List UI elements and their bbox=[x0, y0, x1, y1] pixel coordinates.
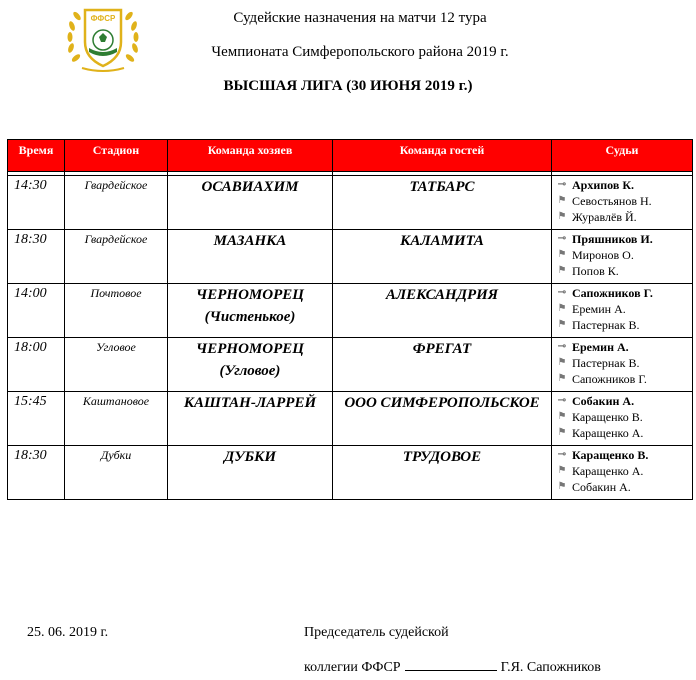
assistant-referee bbox=[552, 371, 692, 387]
away-team: ТАТБАРС bbox=[333, 176, 552, 230]
assistant-referee bbox=[552, 301, 692, 317]
home-team: ЧЕРНОМОРЕЦ (Чистенькое) bbox=[168, 284, 333, 338]
referees-cell bbox=[552, 338, 693, 392]
flag-icon: ⚑ bbox=[557, 211, 567, 222]
table-row bbox=[8, 176, 693, 230]
referee-name: Еремин А. bbox=[572, 340, 629, 354]
table-header-row bbox=[8, 140, 693, 172]
whistle-icon: ⊸ bbox=[557, 233, 567, 244]
document-date: 25. 06. 2019 г. bbox=[27, 625, 109, 640]
match-time: 18:30 bbox=[8, 230, 65, 284]
flag-icon: ⚑ bbox=[557, 357, 567, 368]
referee-name: Каращенко В. bbox=[572, 448, 649, 462]
match-time: 18:00 bbox=[8, 338, 65, 392]
assistant-referee bbox=[552, 479, 692, 495]
assistant-referee bbox=[552, 209, 692, 225]
table-row bbox=[8, 230, 693, 284]
referee-name: Пастернак В. bbox=[572, 356, 640, 370]
home-team: МАЗАНКА bbox=[168, 230, 333, 284]
col-header-home: Команда хозяев bbox=[168, 140, 333, 172]
table-row bbox=[8, 446, 693, 500]
referee-name: Севостьянов Н. bbox=[572, 194, 652, 208]
referee-name: Миронов О. bbox=[572, 248, 634, 262]
flag-icon: ⚑ bbox=[557, 319, 567, 330]
main-referee bbox=[552, 339, 692, 355]
main-referee bbox=[552, 393, 692, 409]
match-stadium: Гвардейское bbox=[65, 176, 168, 230]
referee-name: Пастернак В. bbox=[572, 318, 640, 332]
signature-title: Председатель судейской bbox=[304, 625, 449, 640]
referee-name: Каращенко А. bbox=[572, 426, 644, 440]
match-time: 14:30 bbox=[8, 176, 65, 230]
header-line-3: ВЫСШАЯ ЛИГА (30 ИЮНЯ 2019 г.) bbox=[223, 78, 473, 94]
referee-name: Попов К. bbox=[572, 264, 619, 278]
whistle-icon: ⊸ bbox=[557, 341, 567, 352]
col-header-time: Время bbox=[8, 140, 65, 172]
referee-name: Каращенко А. bbox=[572, 464, 644, 478]
match-stadium: Гвардейское bbox=[65, 230, 168, 284]
referee-name: Еремин А. bbox=[572, 302, 626, 316]
referee-name: Каращенко В. bbox=[572, 410, 643, 424]
referee-name: Пряшников И. bbox=[572, 232, 653, 246]
referee-name: Собакин А. bbox=[572, 394, 635, 408]
whistle-icon: ⊸ bbox=[557, 179, 567, 190]
flag-icon: ⚑ bbox=[557, 195, 567, 206]
col-header-referees: Судьи bbox=[552, 140, 693, 172]
referee-name: Сапожников Г. bbox=[572, 286, 653, 300]
referees-cell bbox=[552, 176, 693, 230]
match-time: 18:30 bbox=[8, 446, 65, 500]
match-stadium: Дубки bbox=[65, 446, 168, 500]
main-referee bbox=[552, 177, 692, 193]
flag-icon: ⚑ bbox=[557, 481, 567, 492]
away-team: ООО СИМФЕРОПОЛЬСКОЕ bbox=[333, 392, 552, 446]
main-referee bbox=[552, 447, 692, 463]
referees-cell bbox=[552, 284, 693, 338]
referee-name: Сапожников Г. bbox=[572, 372, 647, 386]
home-team: ОСАВИАХИМ bbox=[168, 176, 333, 230]
match-time: 15:45 bbox=[8, 392, 65, 446]
table-row bbox=[8, 284, 693, 338]
match-stadium: Угловое bbox=[65, 338, 168, 392]
home-team: ЧЕРНОМОРЕЦ (Угловое) bbox=[168, 338, 333, 392]
header-line-1: Судейские назначения на матчи 12 тура bbox=[233, 10, 487, 26]
flag-icon: ⚑ bbox=[557, 265, 567, 276]
away-team: ФРЕГАТ bbox=[333, 338, 552, 392]
assistant-referee bbox=[552, 263, 692, 279]
main-referee bbox=[552, 231, 692, 247]
signature-line bbox=[304, 658, 601, 676]
signature-blank bbox=[405, 658, 497, 671]
assistant-referee bbox=[552, 463, 692, 479]
flag-icon: ⚑ bbox=[557, 465, 567, 476]
whistle-icon: ⊸ bbox=[557, 449, 567, 460]
home-team: КАШТАН-ЛАРРЕЙ bbox=[168, 392, 333, 446]
referee-name: Архипов К. bbox=[572, 178, 635, 192]
logo-text: ФФСР bbox=[90, 14, 116, 23]
referees-cell bbox=[552, 230, 693, 284]
referee-name: Журавлёв Й. bbox=[572, 210, 637, 224]
away-team: АЛЕКСАНДРИЯ bbox=[333, 284, 552, 338]
table-row bbox=[8, 392, 693, 446]
assistant-referee bbox=[552, 409, 692, 425]
flag-icon: ⚑ bbox=[557, 427, 567, 438]
flag-icon: ⚑ bbox=[557, 249, 567, 260]
table-row bbox=[8, 338, 693, 392]
match-stadium: Почтовое bbox=[65, 284, 168, 338]
match-time: 14:00 bbox=[8, 284, 65, 338]
col-header-away: Команда гостей bbox=[333, 140, 552, 172]
col-header-stadium: Стадион bbox=[65, 140, 168, 172]
assistant-referee bbox=[552, 355, 692, 371]
referee-name: Собакин А. bbox=[572, 480, 631, 494]
match-stadium: Каштановое bbox=[65, 392, 168, 446]
flag-icon: ⚑ bbox=[557, 411, 567, 422]
away-team: ТРУДОВОЕ bbox=[333, 446, 552, 500]
flag-icon: ⚑ bbox=[557, 373, 567, 384]
schedule-table bbox=[7, 139, 693, 500]
assistant-referee bbox=[552, 317, 692, 333]
whistle-icon: ⊸ bbox=[557, 395, 567, 406]
referees-cell bbox=[552, 392, 693, 446]
referees-cell bbox=[552, 446, 693, 500]
assistant-referee bbox=[552, 425, 692, 441]
signature-prefix: коллегии ФФСР bbox=[304, 660, 401, 675]
home-team: ДУБКИ bbox=[168, 446, 333, 500]
main-referee bbox=[552, 285, 692, 301]
whistle-icon: ⊸ bbox=[557, 287, 567, 298]
flag-icon: ⚑ bbox=[557, 303, 567, 314]
header-line-2: Чемпионата Симферопольского района 2019 г. bbox=[211, 44, 509, 60]
assistant-referee bbox=[552, 247, 692, 263]
signature-name: Г.Я. Сапожников bbox=[500, 660, 601, 675]
away-team: КАЛАМИТА bbox=[333, 230, 552, 284]
assistant-referee bbox=[552, 193, 692, 209]
